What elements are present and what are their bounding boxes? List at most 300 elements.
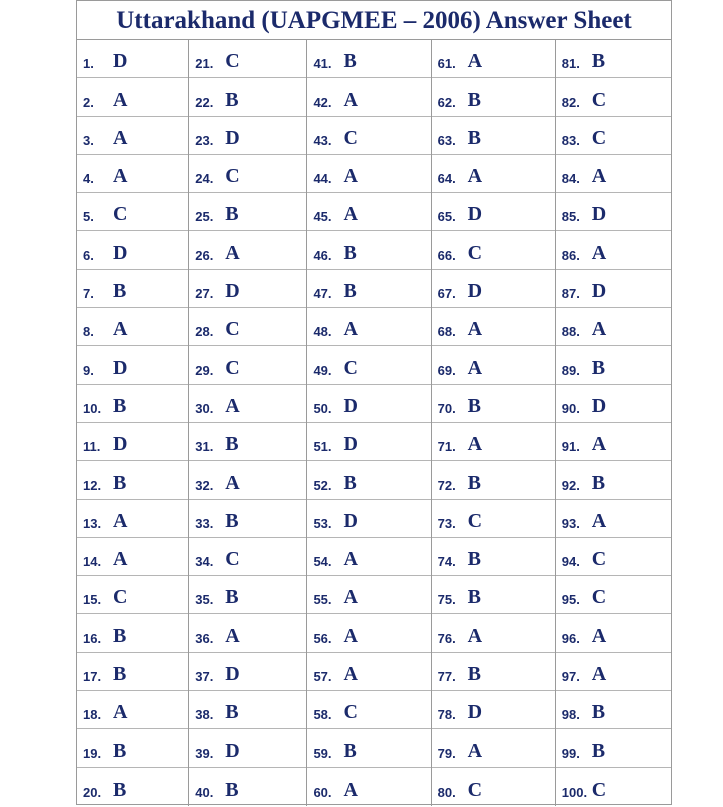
question-number: 12. — [83, 477, 102, 493]
answer-cell — [432, 500, 555, 538]
question-number: 90. — [561, 400, 580, 416]
question-number: 35. — [195, 592, 214, 608]
question-number: 28. — [195, 324, 214, 340]
answer-letter: B — [467, 394, 481, 417]
answer-sheet — [76, 0, 672, 805]
answer-cell — [432, 538, 555, 576]
answer-cell — [189, 423, 306, 461]
answer-cell — [432, 768, 555, 806]
question-number: 47. — [313, 286, 332, 302]
answer-letter: C — [467, 778, 483, 801]
answer-cell — [189, 308, 306, 346]
answer-cell — [307, 117, 430, 155]
question-number: 7. — [83, 286, 94, 302]
answer-letter: C — [113, 203, 128, 226]
question-number: 31. — [195, 439, 214, 455]
question-number: 70. — [437, 400, 456, 416]
question-number: 82. — [561, 94, 580, 110]
answer-cell — [556, 691, 671, 729]
question-number: 67. — [437, 286, 456, 302]
answer-column — [307, 40, 431, 806]
answer-letter: B — [113, 778, 127, 801]
answer-letter: B — [343, 280, 357, 303]
answer-cell — [189, 500, 306, 538]
question-number: 22. — [195, 94, 214, 110]
answer-letter: C — [591, 88, 607, 111]
answer-cell — [432, 155, 555, 193]
answer-cell — [77, 500, 188, 538]
question-number: 36. — [195, 630, 214, 646]
question-number: 6. — [83, 247, 94, 263]
answer-cell — [77, 155, 188, 193]
question-number: 59. — [313, 745, 332, 761]
answer-cell — [556, 653, 671, 691]
answer-letter: A — [591, 318, 607, 341]
answer-letter: D — [591, 394, 607, 417]
answer-letter: D — [225, 280, 240, 303]
question-number: 11. — [83, 439, 101, 455]
answer-letter: B — [113, 739, 127, 762]
answer-cell — [307, 346, 430, 384]
answer-cell — [556, 614, 671, 652]
answer-letter: A — [591, 165, 607, 188]
answer-letter: D — [225, 126, 240, 149]
answer-cell — [556, 231, 671, 269]
answer-letter: B — [225, 509, 239, 532]
question-number: 71. — [437, 439, 456, 455]
answer-letter: A — [113, 509, 128, 532]
question-number: 24. — [195, 171, 214, 187]
answer-letter: C — [467, 241, 483, 264]
question-number: 15. — [83, 592, 102, 608]
answer-cell — [307, 729, 430, 767]
answer-cell — [556, 538, 671, 576]
answer-cell — [432, 385, 555, 423]
answer-letter: B — [467, 586, 481, 609]
question-number: 32. — [195, 477, 214, 493]
answer-letter: D — [343, 509, 358, 532]
question-number: 62. — [437, 94, 456, 110]
answer-cell — [77, 193, 188, 231]
answer-letter: B — [225, 88, 239, 111]
question-number: 64. — [437, 171, 456, 187]
question-number: 87. — [561, 286, 580, 302]
answer-cell — [307, 78, 430, 116]
answer-letter: A — [591, 663, 607, 686]
answer-letter: D — [113, 433, 128, 456]
answer-cell — [307, 193, 430, 231]
answer-cell — [77, 385, 188, 423]
answer-letter: D — [225, 663, 240, 686]
answer-cell — [189, 40, 306, 78]
answer-letter: B — [591, 701, 606, 724]
question-number: 68. — [437, 324, 456, 340]
answer-letter: D — [467, 701, 483, 724]
answer-cell — [432, 653, 555, 691]
answer-cell — [189, 461, 306, 499]
answer-letter: B — [467, 126, 481, 149]
answer-cell — [307, 576, 430, 614]
question-number: 43. — [313, 132, 332, 148]
answer-column — [556, 40, 671, 806]
question-number: 16. — [83, 630, 102, 646]
answer-letter: A — [467, 624, 483, 647]
answer-cell — [432, 614, 555, 652]
answer-cell — [189, 385, 306, 423]
answer-letter: B — [113, 471, 127, 494]
answer-cell — [77, 40, 188, 78]
answer-cell — [307, 423, 430, 461]
question-number: 72. — [437, 477, 456, 493]
answer-letter: A — [467, 739, 483, 762]
answer-letter: B — [225, 778, 239, 801]
question-number: 79. — [437, 745, 456, 761]
answer-letter: D — [591, 203, 607, 226]
question-number: 69. — [437, 362, 456, 378]
answer-cell — [189, 538, 306, 576]
answer-cell — [307, 40, 430, 78]
answer-letter: A — [343, 165, 358, 188]
question-number: 54. — [313, 554, 332, 570]
answer-cell — [77, 614, 188, 652]
answer-cell — [556, 155, 671, 193]
answer-cell — [77, 270, 188, 308]
question-number: 84. — [561, 171, 580, 187]
question-number: 14. — [83, 554, 102, 570]
answer-letter: D — [113, 241, 128, 264]
answer-cell — [307, 231, 430, 269]
question-number: 34. — [195, 554, 214, 570]
answer-letter: B — [113, 394, 127, 417]
question-number: 10. — [83, 400, 102, 416]
question-number: 95. — [561, 592, 580, 608]
question-number: 48. — [313, 324, 332, 340]
question-number: 53. — [313, 515, 332, 531]
answer-cell — [307, 155, 430, 193]
answer-letter: A — [343, 624, 358, 647]
question-number: 99. — [561, 745, 580, 761]
answer-cell — [307, 653, 430, 691]
answer-letter: B — [343, 739, 357, 762]
answer-cell — [556, 576, 671, 614]
answer-cell — [77, 346, 188, 384]
question-number: 74. — [437, 554, 456, 570]
question-number: 57. — [313, 669, 332, 685]
answer-cell — [77, 461, 188, 499]
answer-cell — [307, 500, 430, 538]
question-number: 4. — [83, 171, 94, 187]
answer-letter: C — [591, 586, 607, 609]
answer-cell — [556, 40, 671, 78]
answer-cell — [77, 576, 188, 614]
answer-cell — [77, 768, 188, 806]
answer-grid — [77, 40, 671, 806]
answer-cell — [432, 40, 555, 78]
answer-cell — [77, 231, 188, 269]
question-number: 66. — [437, 247, 456, 263]
question-number: 81. — [561, 56, 580, 72]
answer-cell — [77, 538, 188, 576]
answer-letter: A — [343, 88, 358, 111]
question-number: 29. — [195, 362, 214, 378]
answer-letter: A — [591, 624, 607, 647]
question-number: 78. — [437, 707, 456, 723]
answer-cell — [432, 78, 555, 116]
question-number: 77. — [437, 669, 456, 685]
question-number: 98. — [561, 707, 580, 723]
answer-letter: C — [467, 509, 483, 532]
question-number: 21. — [195, 56, 214, 72]
answer-letter: B — [467, 663, 481, 686]
answer-letter: B — [467, 88, 481, 111]
question-number: 80. — [437, 784, 456, 800]
answer-letter: C — [113, 586, 128, 609]
answer-letter: D — [225, 739, 240, 762]
question-number: 89. — [561, 362, 580, 378]
question-number: 13. — [83, 515, 102, 531]
answer-cell — [556, 308, 671, 346]
answer-letter: A — [467, 50, 483, 73]
answer-letter: B — [467, 548, 481, 571]
answer-letter: A — [113, 318, 128, 341]
answer-letter: B — [343, 471, 357, 494]
question-number: 17. — [83, 669, 102, 685]
question-number: 39. — [195, 745, 214, 761]
question-number: 92. — [561, 477, 580, 493]
answer-cell — [189, 155, 306, 193]
page-title: Uttarakhand (UAPGMEE – 2006) Answer Sheet — [77, 1, 671, 40]
answer-letter: A — [591, 241, 607, 264]
answer-cell — [432, 691, 555, 729]
answer-cell — [307, 461, 430, 499]
question-number: 49. — [313, 362, 332, 378]
answer-cell — [307, 308, 430, 346]
answer-letter: A — [343, 663, 358, 686]
answer-letter: A — [113, 701, 128, 724]
answer-letter: B — [343, 241, 357, 264]
answer-letter: C — [225, 50, 240, 73]
question-number: 58. — [313, 707, 332, 723]
answer-letter: A — [113, 126, 128, 149]
question-number: 94. — [561, 554, 580, 570]
answer-column — [189, 40, 307, 806]
answer-cell — [432, 231, 555, 269]
answer-cell — [189, 270, 306, 308]
answer-cell — [432, 576, 555, 614]
question-number: 44. — [313, 171, 332, 187]
answer-letter: B — [591, 739, 606, 762]
answer-cell — [77, 729, 188, 767]
answer-letter: B — [225, 586, 239, 609]
answer-letter: A — [225, 394, 240, 417]
answer-cell — [307, 538, 430, 576]
answer-letter: A — [343, 318, 358, 341]
question-number: 2. — [83, 94, 94, 110]
answer-letter: A — [467, 165, 483, 188]
answer-letter: A — [343, 778, 358, 801]
answer-cell — [189, 346, 306, 384]
answer-cell — [556, 423, 671, 461]
answer-letter: A — [343, 203, 358, 226]
question-number: 83. — [561, 132, 580, 148]
answer-cell — [556, 500, 671, 538]
answer-cell — [432, 461, 555, 499]
answer-letter: A — [225, 624, 240, 647]
answer-letter: A — [343, 586, 358, 609]
answer-letter: B — [591, 471, 606, 494]
answer-letter: B — [113, 663, 127, 686]
answer-cell — [556, 78, 671, 116]
question-number: 5. — [83, 209, 94, 225]
answer-letter: C — [591, 126, 607, 149]
answer-cell — [189, 78, 306, 116]
answer-letter: A — [225, 471, 240, 494]
question-number: 63. — [437, 132, 456, 148]
answer-letter: C — [591, 778, 607, 801]
answer-cell — [189, 231, 306, 269]
question-number: 20. — [83, 784, 102, 800]
answer-letter: B — [113, 624, 127, 647]
question-number: 91. — [561, 439, 580, 455]
answer-letter: A — [467, 318, 483, 341]
question-number: 61. — [437, 56, 456, 72]
answer-letter: A — [113, 548, 128, 571]
answer-letter: B — [343, 50, 357, 73]
question-number: 42. — [313, 94, 332, 110]
answer-letter: C — [225, 318, 240, 341]
answer-letter: B — [225, 203, 239, 226]
answer-letter: D — [467, 280, 483, 303]
answer-cell — [77, 78, 188, 116]
answer-letter: C — [225, 165, 240, 188]
answer-letter: A — [113, 88, 128, 111]
answer-letter: A — [225, 241, 240, 264]
answer-cell — [556, 385, 671, 423]
answer-letter: B — [467, 471, 481, 494]
answer-letter: A — [343, 548, 358, 571]
question-number: 100. — [561, 784, 588, 800]
answer-cell — [432, 308, 555, 346]
answer-letter: D — [343, 433, 358, 456]
answer-cell — [432, 270, 555, 308]
answer-letter: D — [591, 280, 607, 303]
answer-cell — [189, 691, 306, 729]
answer-cell — [432, 423, 555, 461]
answer-letter: A — [467, 356, 483, 379]
question-number: 45. — [313, 209, 332, 225]
answer-column — [432, 40, 556, 806]
answer-letter: B — [225, 701, 239, 724]
answer-cell — [556, 270, 671, 308]
answer-cell — [189, 729, 306, 767]
question-number: 27. — [195, 286, 214, 302]
answer-cell — [307, 691, 430, 729]
answer-letter: D — [113, 50, 128, 73]
question-number: 9. — [83, 362, 94, 378]
question-number: 75. — [437, 592, 456, 608]
answer-letter: A — [591, 433, 607, 456]
question-number: 55. — [313, 592, 332, 608]
question-number: 19. — [83, 745, 102, 761]
question-number: 46. — [313, 247, 332, 263]
answer-cell — [189, 614, 306, 652]
answer-cell — [432, 117, 555, 155]
question-number: 97. — [561, 669, 580, 685]
answer-cell — [556, 768, 671, 806]
answer-cell — [432, 729, 555, 767]
question-number: 50. — [313, 400, 332, 416]
question-number: 76. — [437, 630, 456, 646]
question-number: 25. — [195, 209, 214, 225]
answer-cell — [556, 729, 671, 767]
question-number: 3. — [83, 132, 94, 148]
question-number: 60. — [313, 784, 332, 800]
question-number: 93. — [561, 515, 580, 531]
answer-letter: C — [343, 701, 358, 724]
question-number: 88. — [561, 324, 580, 340]
question-number: 8. — [83, 324, 94, 340]
answer-letter: C — [225, 548, 240, 571]
answer-cell — [556, 346, 671, 384]
answer-letter: A — [113, 165, 128, 188]
answer-cell — [432, 346, 555, 384]
answer-cell — [189, 576, 306, 614]
answer-column — [77, 40, 189, 806]
question-number: 51. — [313, 439, 332, 455]
question-number: 23. — [195, 132, 214, 148]
question-number: 56. — [313, 630, 332, 646]
answer-cell — [307, 385, 430, 423]
answer-letter: C — [225, 356, 240, 379]
answer-cell — [307, 270, 430, 308]
question-number: 40. — [195, 784, 214, 800]
answer-cell — [77, 653, 188, 691]
question-number: 41. — [313, 56, 332, 72]
question-number: 52. — [313, 477, 332, 493]
question-number: 73. — [437, 515, 456, 531]
answer-letter: D — [113, 356, 128, 379]
answer-cell — [432, 193, 555, 231]
answer-letter: B — [225, 433, 239, 456]
answer-letter: B — [591, 50, 606, 73]
question-number: 86. — [561, 247, 580, 263]
question-number: 65. — [437, 209, 456, 225]
question-number: 18. — [83, 707, 102, 723]
answer-letter: A — [467, 433, 483, 456]
answer-letter: A — [591, 509, 607, 532]
answer-cell — [189, 117, 306, 155]
answer-cell — [307, 614, 430, 652]
answer-letter: C — [591, 548, 607, 571]
answer-letter: D — [343, 394, 358, 417]
answer-cell — [77, 117, 188, 155]
answer-cell — [77, 308, 188, 346]
answer-letter: B — [113, 280, 127, 303]
question-number: 37. — [195, 669, 214, 685]
answer-letter: B — [591, 356, 606, 379]
question-number: 85. — [561, 209, 580, 225]
question-number: 26. — [195, 247, 214, 263]
answer-letter: D — [467, 203, 483, 226]
answer-cell — [556, 461, 671, 499]
answer-letter: C — [343, 356, 358, 379]
question-number: 33. — [195, 515, 214, 531]
answer-cell — [77, 423, 188, 461]
question-number: 30. — [195, 400, 214, 416]
answer-cell — [556, 117, 671, 155]
question-number: 96. — [561, 630, 580, 646]
answer-cell — [189, 193, 306, 231]
